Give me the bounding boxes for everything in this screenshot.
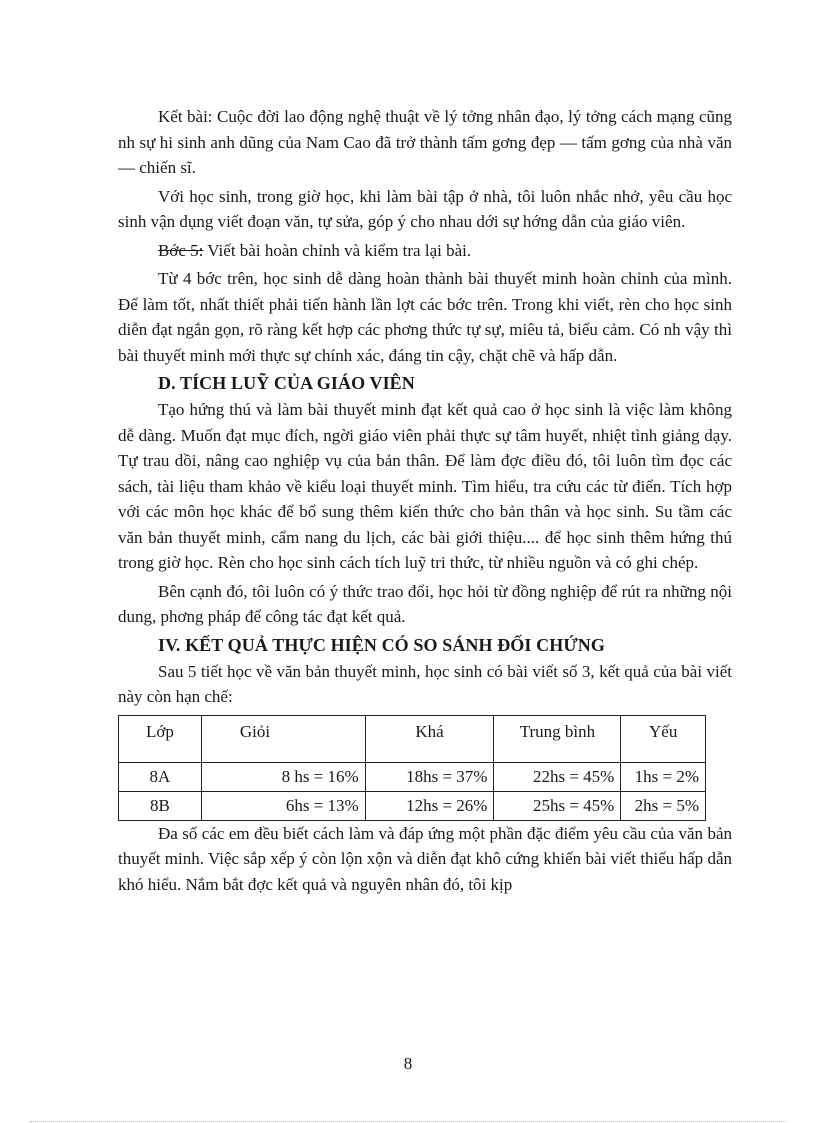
section-d-heading: D. TÍCH LUỸ CỦA GIÁO VIÊN — [158, 373, 415, 393]
paragraph-after-steps: Từ 4 bớc trên, học sinh dễ dàng hoàn thành bài thuyết minh hoàn chỉnh của mình. Để làm tốt, nhất thiết phải tiến hành lần lợt các bớc trên. Trong khi viết, rèn cho học sinh diễn đạt ngắn gọn, rõ ràng kết hợp các phơng thức tự sự, miêu tả, biểu cảm. Có nh vậy thì bài thuyết minh mới thực sự chính xác, đáng tin cậy, chặt chẽ và hấp dẫn. — [118, 269, 732, 365]
table-cell: 2hs = 5% — [621, 791, 706, 820]
table-header-cell: Lớp — [119, 715, 202, 762]
section-iv-heading: IV. KẾT QUẢ THỰC HIỆN CÓ SO SÁNH ĐỐI CHỨNG — [158, 634, 605, 655]
table-header-cell: Trung bình — [494, 715, 621, 762]
section-d-paragraph-2: Bên cạnh đó, tôi luôn có ý thức trao đổi, học hỏi từ đồng nghiệp để rút ra những nội dung, phơng pháp để công tác đạt kết quả. — [118, 581, 732, 626]
table-cell: 22hs = 45% — [494, 762, 621, 791]
page-content — [118, 104, 732, 900]
table-header-cell: Giỏi — [201, 715, 365, 762]
paragraph-student-guidance: Với học sinh, trong giờ học, khi làm bài tập ở nhà, tôi luôn nhắc nhở, yêu cầu học sinh vận dụng viết đoạn văn, tự sửa, góp ý cho nhau dới sự hớng dẫn của giáo viên. — [118, 186, 732, 231]
step-5-label: Bớc 5: — [158, 240, 204, 260]
page-bottom-divider — [30, 1121, 786, 1122]
paragraph-after-table: Đa số các em đều biết cách làm và đáp ứng một phần đặc điểm yêu cầu của văn bản thuyết minh. Việc sắp xếp ý còn lộn xộn và diễn đạt khô cứng khiến bài viết thiếu hấp dẫn khó hiểu. Nắm bắt đợc kết quả và nguyên nhân đó, tôi kịp — [118, 823, 732, 894]
table-cell: 8B — [119, 791, 202, 820]
step-5-text: Viết bài hoàn chỉnh và kiểm tra lại bài. — [203, 240, 472, 260]
section-iv-intro: Sau 5 tiết học về văn bản thuyết minh, học sinh có bài viết số 3, kết quả của bài viết này còn hạn chế: — [118, 661, 732, 706]
paragraph-conclusion: Kết bài: Cuộc đời lao động nghệ thuật về lý tởng nhân đạo, lý tởng cách mạng cũng nh sự hi sinh anh dũng của Nam Cao đã trở thành tấm gơng đẹp — tấm gơng của nhà văn — chiến sĩ. — [118, 107, 732, 177]
section-d-paragraph-1: Tạo hứng thú và làm bài thuyết minh đạt kết quả cao ở học sinh là việc làm không dễ dàng. Muốn đạt mục đích, ngời giáo viên phải thực sự tâm huyết, nhiệt tình giảng dạy. Tự trau dồi, nâng cao nghiệp vụ của bản thân. Để làm đợc điều đó, tôi luôn tìm đọc các sách, tài liệu tham khảo về kiểu loại thuyết minh. Tìm hiểu, tra cứu các từ điển. Tích hợp với các môn học khác để bổ sung thêm kiến thức cho bản thân và học sinh. Su tầm các văn bản thuyết minh, cẩm nang du lịch, các bài giới thiệu.... để học sinh thêm hứng thú trong giờ học. Rèn cho học sinh cách tích luỹ tri thức, từ nhiều nguồn và có ghi chép. — [118, 400, 732, 572]
table-row — [119, 791, 706, 820]
results-table — [118, 715, 706, 821]
step-5-paragraph — [118, 238, 732, 264]
table-cell: 1hs = 2% — [621, 762, 706, 791]
table-cell: 25hs = 45% — [494, 791, 621, 820]
table-cell: 8 hs = 16% — [201, 762, 365, 791]
table-cell: 8A — [119, 762, 202, 791]
table-cell: 6hs = 13% — [201, 791, 365, 820]
page-number: 8 — [403, 1054, 413, 1073]
table-cell: 12hs = 26% — [365, 791, 494, 820]
table-cell: 18hs = 37% — [365, 762, 494, 791]
table-header-row — [119, 715, 706, 762]
table-header-cell: Khá — [365, 715, 494, 762]
table-header-cell: Yếu — [621, 715, 706, 762]
table-row — [119, 762, 706, 791]
